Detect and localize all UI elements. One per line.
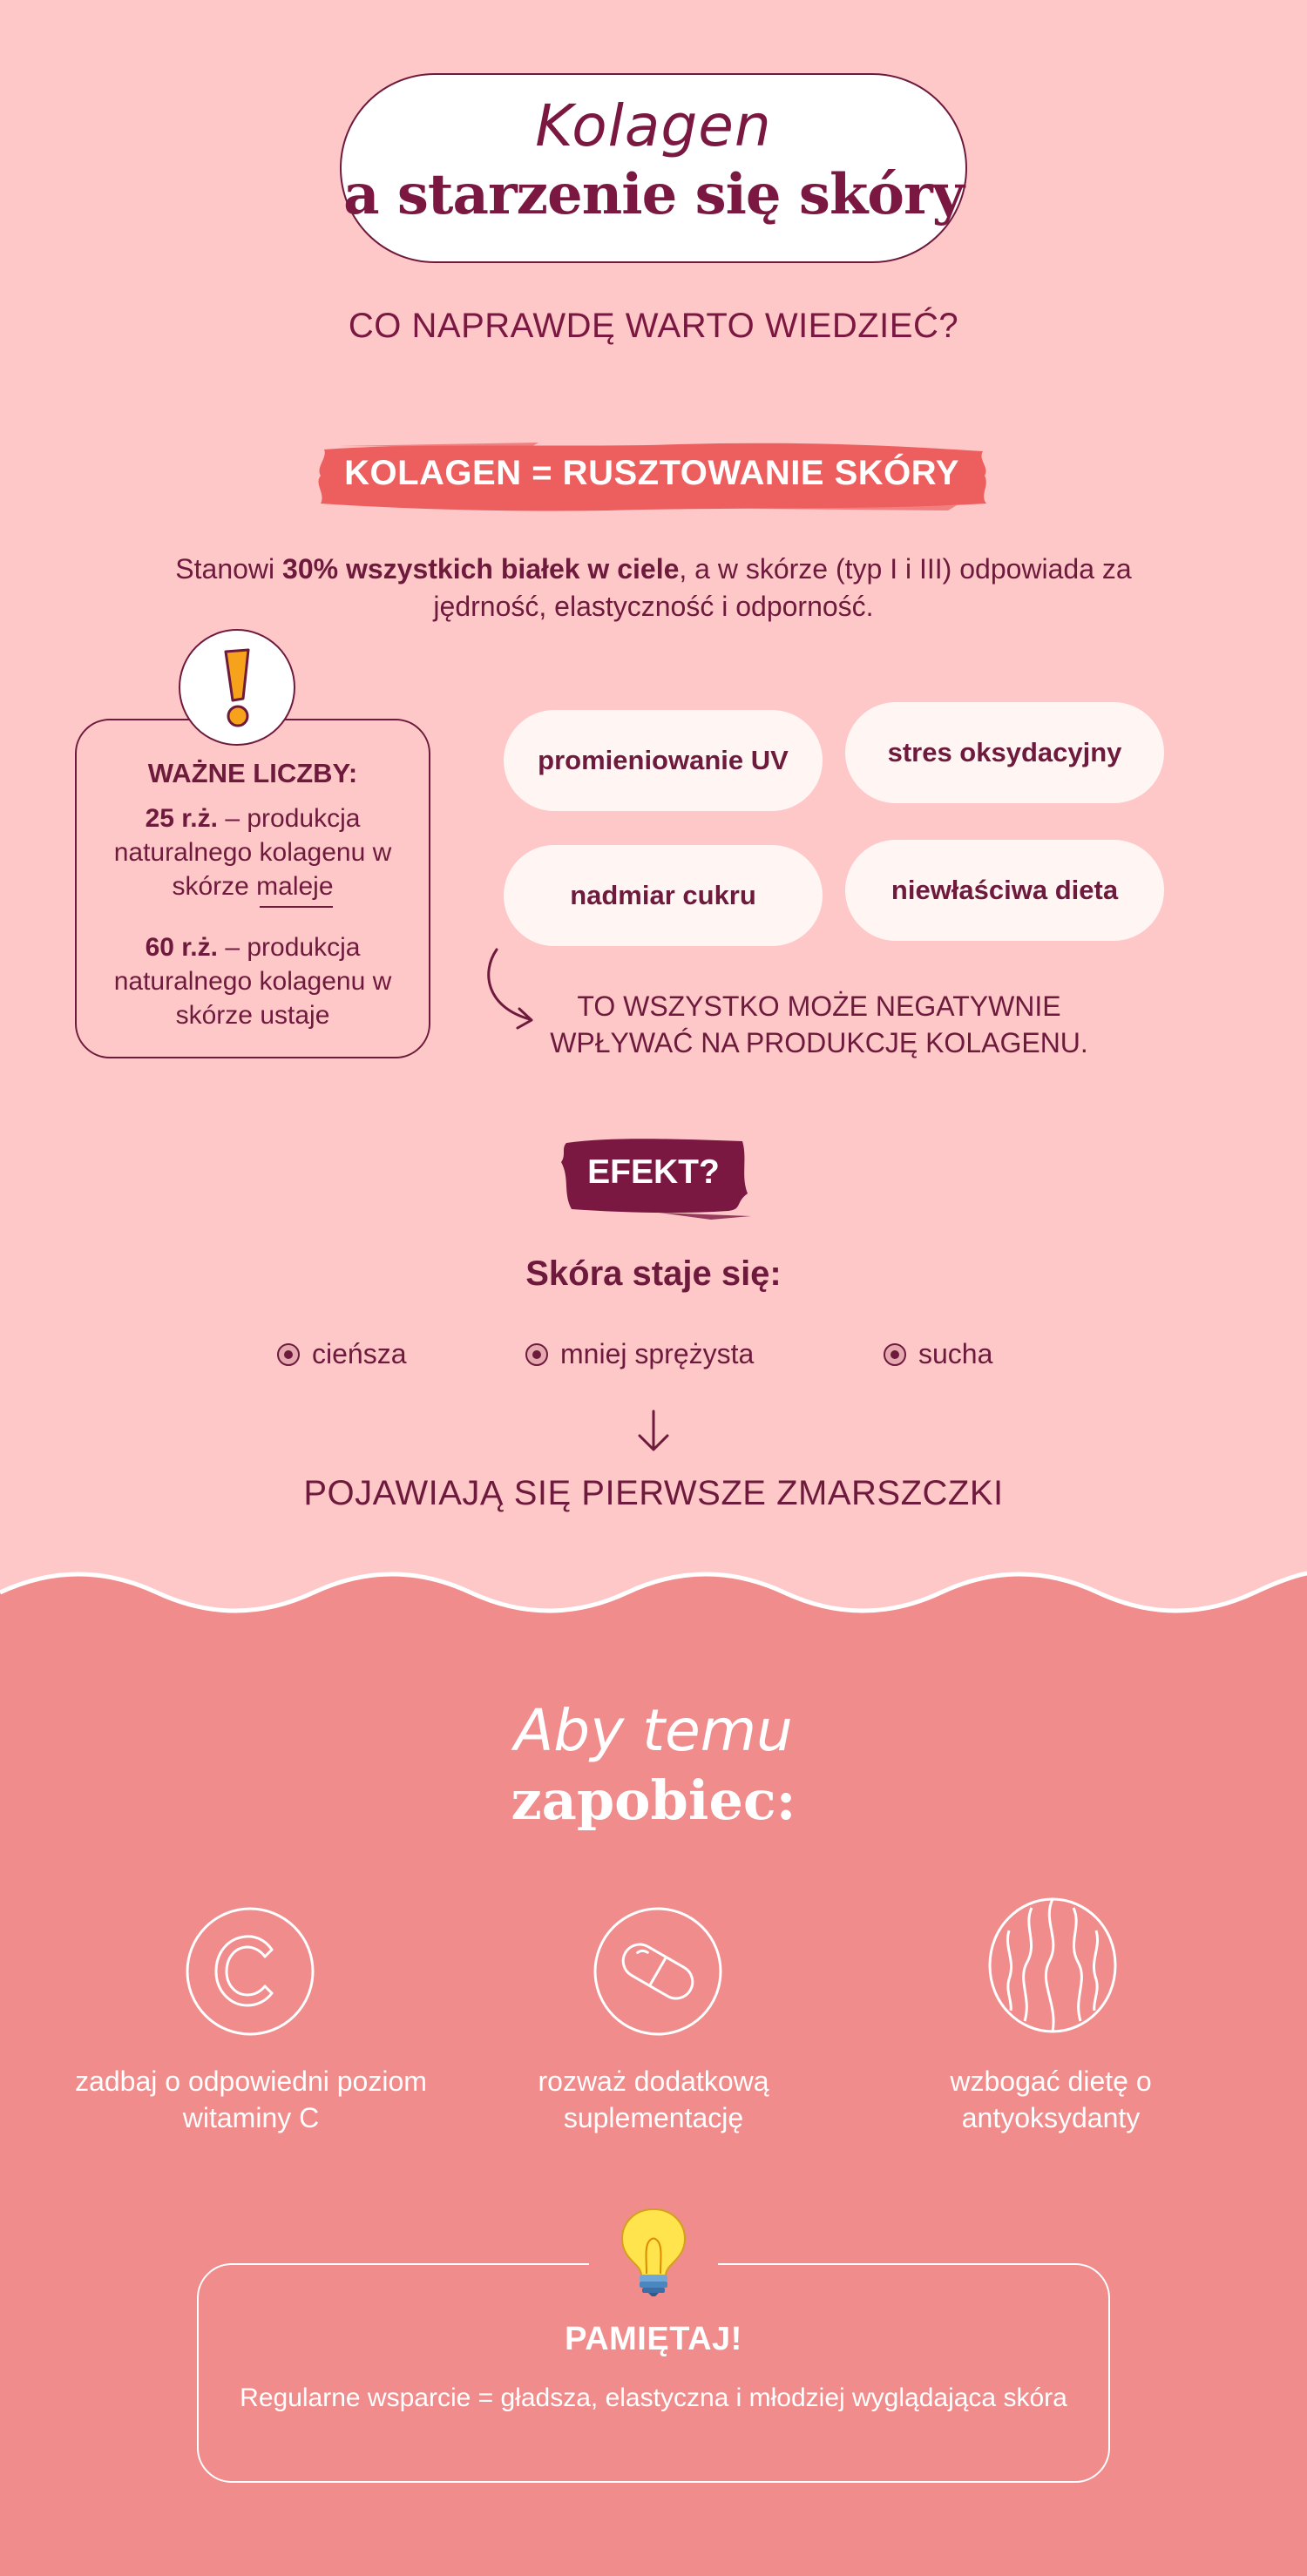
effect-bullet-label: mniej sprężysta — [560, 1338, 755, 1369]
important-numbers-title: WAŻNE LICZBY: — [147, 758, 358, 788]
factor-pill-uv: promieniowanie UV — [504, 710, 823, 811]
effect-bullet-less-elastic — [525, 1338, 754, 1370]
intro-text-after: , a w skórze (typ I i III) odpowiada za jędrność, elastyczność i odporność. — [433, 553, 1132, 622]
remember-title: PAMIĘTAJ! — [565, 2321, 742, 2357]
factor-pill-diet: niewłaściwa dieta — [845, 840, 1164, 941]
exclamation-icon — [180, 631, 294, 744]
underline-accent — [260, 906, 333, 908]
effect-bullet-label: sucha — [918, 1338, 993, 1369]
intro-text-before: Stanowi — [175, 553, 283, 585]
tip-vitamin-c: zadbaj o odpowiedni poziom witaminy C — [75, 2066, 427, 2133]
wave-divider — [0, 1559, 1307, 1664]
collagen-banner-text: KOLAGEN = RUSZTOWANIE SKÓRY — [344, 454, 959, 492]
effect-label: EFEKT? — [587, 1153, 720, 1191]
tip-supplementation: rozważ dodatkową suplementację — [538, 2066, 769, 2133]
exclamation-badge — [179, 629, 295, 746]
factor-pill-oxidative-stress: stres oksydacyjny — [845, 702, 1164, 803]
effect-bullet-label: cieńsza — [312, 1338, 407, 1369]
number-item-60-age: 60 r.ż. — [145, 933, 218, 962]
number-item-25-age: 25 r.ż. — [145, 804, 218, 833]
page-subtitle: CO NAPRAWDĘ WARTO WIEDZIEĆ? — [348, 307, 959, 345]
effect-result: POJAWIAJĄ SIĘ PIERWSZE ZMARSZCZKI — [303, 1474, 1004, 1512]
page-title-line1: Kolagen — [535, 92, 772, 159]
capsule-icon — [593, 1906, 723, 2037]
prevent-heading-line2: zapobiec: — [511, 1768, 796, 1832]
factors-note: TO WSZYSTKO MOŻE NEGATYWNIE WPŁYWAĆ NA PRODUKCJĘ KOLAGENU. — [550, 991, 1088, 1058]
factor-pill-sugar: nadmiar cukru — [504, 845, 823, 946]
bullet-dot-icon — [884, 1343, 906, 1366]
tip-antioxidants: wzbogać dietę o antyoksydanty — [950, 2066, 1152, 2133]
lightbulb-icon — [613, 2206, 694, 2296]
effect-bullet-thinner — [277, 1338, 407, 1370]
number-item-60 — [75, 930, 430, 1032]
number-item-60-text: – produkcja naturalnego kolagenu w skórze ustaje — [113, 933, 392, 1030]
down-arrow-icon — [634, 1410, 673, 1453]
leaf-icon — [985, 1896, 1121, 2035]
number-item-25 — [75, 801, 430, 903]
number-item-25-text: – produkcja naturalnego kolagenu w skórze maleje — [113, 804, 392, 901]
skin-effect-heading: Skóra staje się: — [525, 1254, 782, 1293]
vitamin-c-icon — [185, 1906, 315, 2037]
remember-text: Regularne wsparcie = gładsza, elastyczna i młodziej wyglądająca skóra — [240, 2383, 1067, 2412]
intro-paragraph — [131, 551, 1176, 625]
effect-bullet-dry — [884, 1338, 992, 1370]
prevent-heading-line1: Aby temu — [514, 1697, 793, 1764]
bullet-dot-icon — [525, 1343, 548, 1366]
intro-text-bold: 30% wszystkich białek w ciele — [282, 553, 680, 585]
bullet-dot-icon — [277, 1343, 300, 1366]
page-title-line2: a starzenie się skóry — [343, 162, 964, 227]
